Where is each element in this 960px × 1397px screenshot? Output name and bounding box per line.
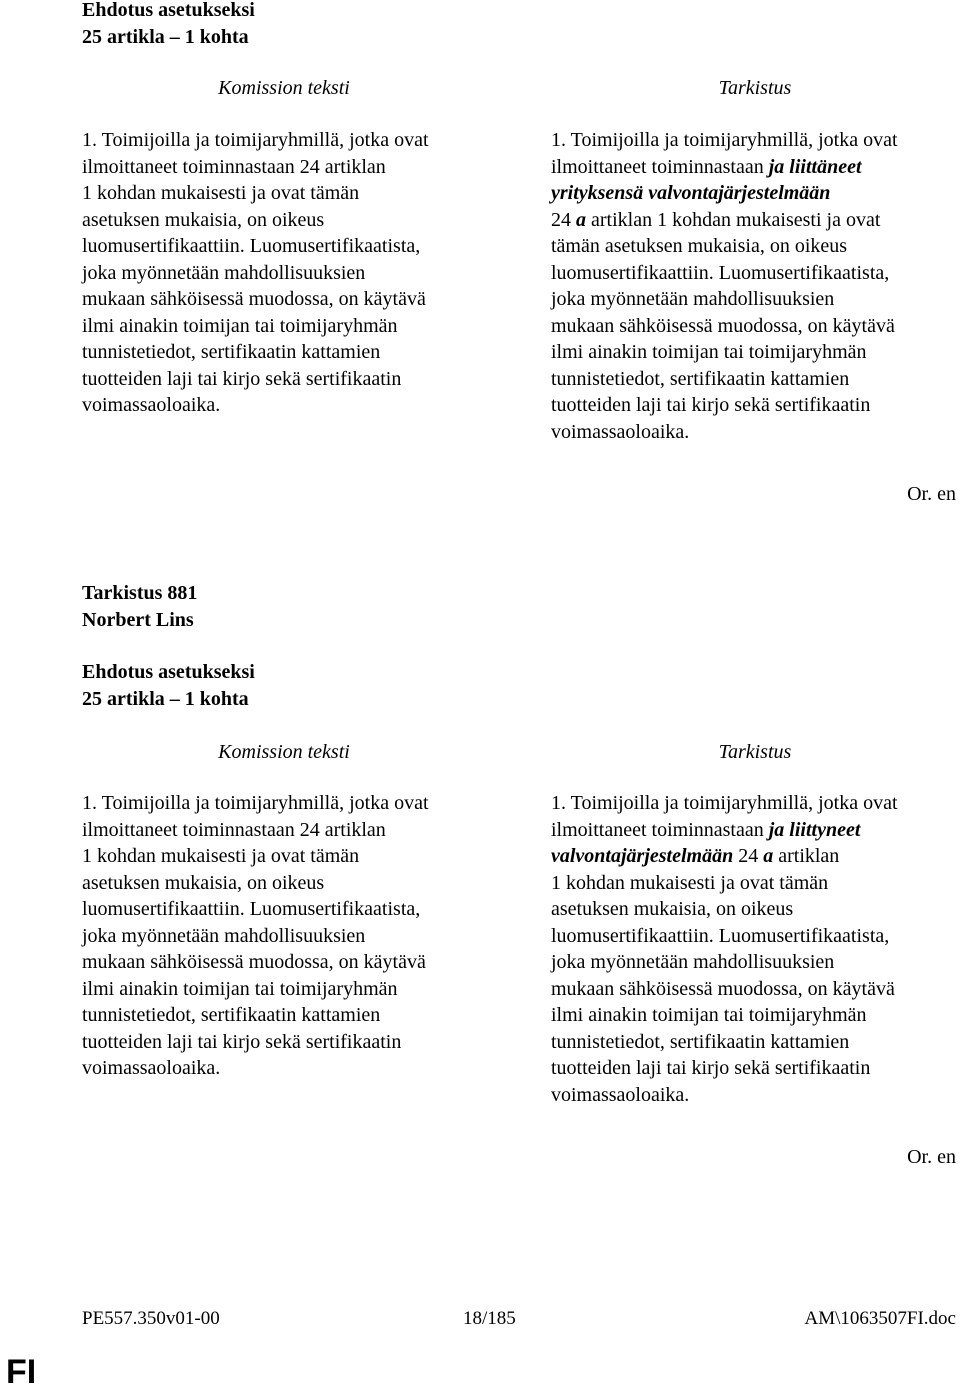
text-segment: ilmoittaneet toiminnastaan bbox=[551, 818, 769, 841]
text-line: joka myönnetään mahdollisuuksien bbox=[551, 288, 835, 310]
commission-text bbox=[82, 790, 502, 1082]
text-line: luomusertifikaattiin. Luomusertifikaatista, bbox=[551, 261, 890, 284]
original-language: Or. en bbox=[907, 483, 956, 505]
text-line: tunnistetiedot, sertifikaatin kattamien bbox=[551, 367, 850, 390]
amendment-heading bbox=[82, 580, 255, 712]
inserted-text: yrityksensä valvontajärjestelmään bbox=[551, 182, 831, 204]
author: Norbert Lins bbox=[82, 608, 194, 631]
inserted-text: a bbox=[763, 845, 774, 867]
text-segment: 24 bbox=[551, 208, 576, 231]
proposal-title: Ehdotus asetukseksi bbox=[82, 0, 255, 21]
text-line: joka myönnetään mahdollisuuksien bbox=[82, 261, 366, 284]
text-line: 1 kohdan mukaisesti ja ovat tämän bbox=[82, 182, 360, 204]
text-segment: artiklan 1 kohdan mukaisesti ja ovat bbox=[586, 208, 881, 231]
text-line: tuotteiden laji tai kirjo sekä sertifikaatin bbox=[82, 367, 402, 390]
text-segment: 24 bbox=[733, 845, 764, 867]
amendment-number: Tarkistus 881 bbox=[82, 582, 198, 604]
text-line: 1. Toimijoilla ja toimijaryhmillä, jotka ovat bbox=[551, 129, 898, 151]
text-line: asetuksen mukaisia, on oikeus bbox=[82, 871, 325, 894]
text-line: mukaan sähköisessä muodossa, on käytävä bbox=[551, 314, 895, 337]
text-line: voimassaoloaika. bbox=[82, 394, 221, 416]
text-line bbox=[551, 154, 960, 181]
text-line bbox=[551, 843, 960, 870]
text-line: mukaan sähköisessä muodossa, on käytävä bbox=[82, 288, 426, 310]
text-line: 1 kohdan mukaisesti ja ovat tämän bbox=[82, 845, 360, 867]
language-code: FI bbox=[6, 1353, 37, 1391]
text-line: ilmi ainakin toimijan tai toimijaryhmän bbox=[551, 341, 867, 363]
text-line: ilmi ainakin toimijan tai toimijaryhmän bbox=[82, 977, 398, 1000]
text-line: tunnistetiedot, sertifikaatin kattamien bbox=[82, 1004, 381, 1026]
text-line: 1. Toimijoilla ja toimijaryhmillä, jotka ovat bbox=[82, 792, 429, 814]
text-line: joka myönnetään mahdollisuuksien bbox=[82, 924, 366, 947]
text-line: tunnistetiedot, sertifikaatin kattamien bbox=[551, 1030, 850, 1053]
article-reference: 25 artikla – 1 kohta bbox=[82, 25, 249, 48]
text-segment: ilmoittaneet toiminnastaan bbox=[551, 155, 769, 178]
text-line: ilmoittaneet toiminnastaan 24 artiklan bbox=[82, 155, 386, 178]
text-line: tämän asetuksen mukaisia, on oikeus bbox=[551, 235, 848, 257]
text-line: ilmi ainakin toimijan tai toimijaryhmän bbox=[551, 1004, 867, 1026]
text-line: 1. Toimijoilla ja toimijaryhmillä, jotka ovat bbox=[82, 129, 429, 151]
text-line: 1. Toimijoilla ja toimijaryhmillä, jotka ovat bbox=[551, 792, 898, 814]
amendment-header: Tarkistus bbox=[718, 77, 792, 99]
commission-text-header: Komission teksti bbox=[218, 77, 350, 99]
commission-text-header: Komission teksti bbox=[218, 741, 350, 763]
text-line: asetuksen mukaisia, on oikeus bbox=[82, 208, 325, 231]
original-language: Or. en bbox=[907, 1146, 956, 1168]
text-line: ilmi ainakin toimijan tai toimijaryhmän bbox=[82, 314, 398, 337]
commission-text bbox=[82, 127, 502, 419]
article-reference: 25 artikla – 1 kohta bbox=[82, 687, 249, 710]
amendment-text bbox=[551, 127, 960, 445]
text-line: voimassaoloaika. bbox=[551, 1083, 690, 1106]
text-line bbox=[551, 817, 960, 844]
text-line: tuotteiden laji tai kirjo sekä sertifikaatin bbox=[551, 1057, 871, 1079]
text-line: tunnistetiedot, sertifikaatin kattamien bbox=[82, 341, 381, 363]
inserted-text: a bbox=[576, 208, 586, 231]
text-line: asetuksen mukaisia, on oikeus bbox=[551, 898, 794, 920]
text-line bbox=[551, 207, 960, 234]
text-segment: artiklan bbox=[773, 845, 840, 867]
text-lines bbox=[551, 233, 960, 445]
text-line bbox=[551, 180, 960, 207]
text-line: tuotteiden laji tai kirjo sekä sertifikaatin bbox=[82, 1030, 402, 1053]
proposal-title: Ehdotus asetukseksi bbox=[82, 661, 255, 683]
inserted-text: ja liittäneet bbox=[768, 155, 862, 178]
text-line: luomusertifikaattiin. Luomusertifikaatista, bbox=[551, 924, 890, 947]
text-line: luomusertifikaattiin. Luomusertifikaatista, bbox=[82, 235, 421, 257]
page-number: 18/185 bbox=[463, 1308, 516, 1329]
inserted-text: ja liittyneet bbox=[768, 818, 861, 841]
inserted-text: valvontajärjestelmään bbox=[551, 845, 734, 867]
text-line: mukaan sähköisessä muodossa, on käytävä bbox=[551, 977, 895, 1000]
text-line: mukaan sähköisessä muodossa, on käytävä bbox=[82, 951, 426, 973]
amendment-text bbox=[551, 790, 960, 1108]
text-line: 1 kohdan mukaisesti ja ovat tämän bbox=[551, 871, 829, 894]
text-line: voimassaoloaika. bbox=[82, 1057, 221, 1079]
amendment-header: Tarkistus bbox=[718, 741, 792, 763]
text-line: tuotteiden laji tai kirjo sekä sertifikaatin bbox=[551, 394, 871, 416]
text-line: luomusertifikaattiin. Luomusertifikaatista, bbox=[82, 898, 421, 920]
document-reference: PE557.350v01-00 bbox=[82, 1308, 220, 1329]
text-line: joka myönnetään mahdollisuuksien bbox=[551, 951, 835, 973]
text-line: ilmoittaneet toiminnastaan 24 artiklan bbox=[82, 818, 386, 841]
text-lines bbox=[551, 870, 960, 1109]
file-name: AM\1063507FI.doc bbox=[804, 1308, 956, 1329]
amendment-heading bbox=[82, 0, 255, 50]
text-line: voimassaoloaika. bbox=[551, 420, 690, 443]
